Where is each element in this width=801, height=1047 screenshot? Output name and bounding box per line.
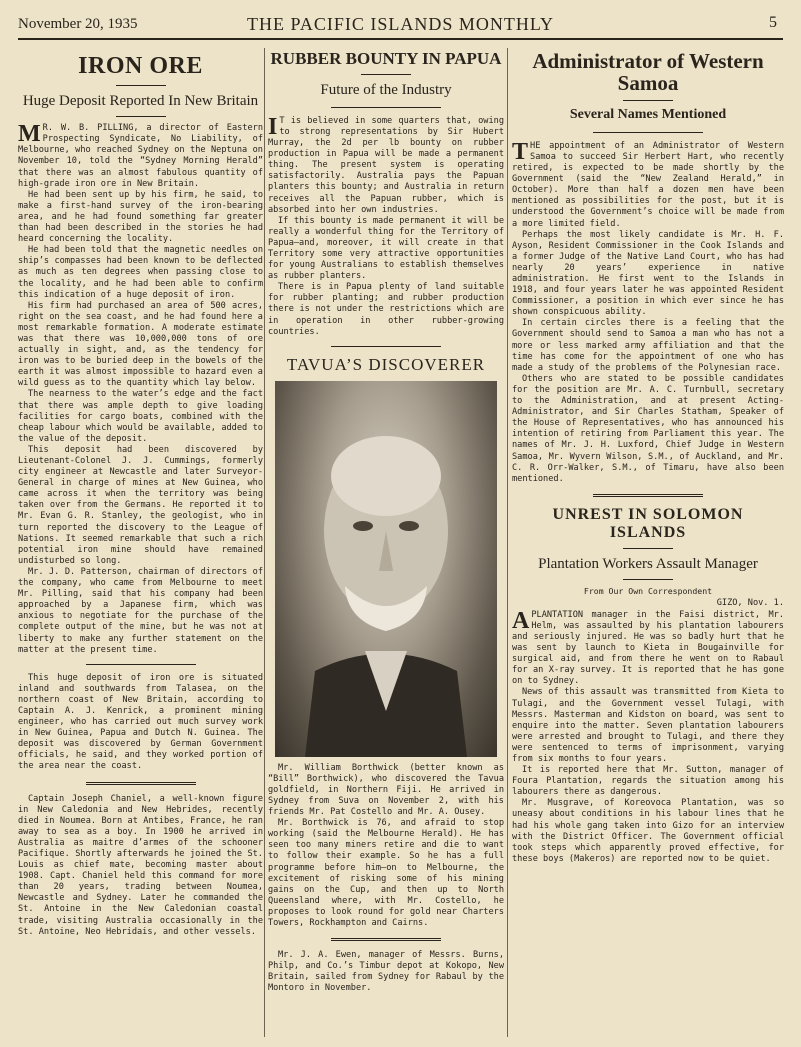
paragraph: This deposit had been discovered by Lieutenant-Colonel J. J. Cummings, formerly city engineer at Newcastle and later Surveyor-General in charge of mines at New Guinea, who came across it when the territory was being taken over from the Germans. He reported it to Mr. Evan G. R. Stanley, the geologist, who in turn reported the discovery to the League of Nations. It seemed remarkable that such a rich potential iron mine should have remained undisturbed so long. <box>18 444 263 566</box>
divider <box>331 107 441 108</box>
rubber-subheadline: Future of the Industry <box>320 81 452 98</box>
column-samoa <box>512 46 784 1041</box>
divider <box>623 548 673 549</box>
divider <box>623 579 673 580</box>
correspondent-credit: From Our Own Correspondent <box>583 585 713 596</box>
column-rule <box>507 48 508 1037</box>
paragraph: APLANTATION manager in the Faisi district, Mr. Helm, was assaulted by his plantation labourers and seriously injured. He was so badly hurt that he was sent by launch to Kieta in Bougainville for surgical aid, and from there he went on to Rabaul for an X-ray survey. It is reported that he has gone on to Sydney. <box>512 607 784 687</box>
paragraph: THE appointment of an Administrator of Western Samoa to succeed Sir Herbert Hart, who recently retired, is expected to be made shortly by the Government (said the “New Zealand Herald,” in October). More than half a dozen men have been mentioned as possibilities for the post, but it is understood the Government’s choice will be made from a more limited field. <box>512 138 784 229</box>
column-rubber <box>268 46 504 1041</box>
samoa-headline: Administrator of Western Samoa <box>532 49 764 96</box>
photo-caption: Mr. William Borthwick (better known as “Bill” Borthwick), who discovered the Tavua goldfield, in Northern Fiji. He arrived in Sydney from Suva on November 2, with his friends Mr. Pat Costello and Mr. A. Ousey. <box>268 762 504 818</box>
portrait-photo <box>275 381 497 757</box>
divider <box>331 938 441 941</box>
publication-title: THE PACIFIC ISLANDS MONTHLY <box>246 14 555 34</box>
divider <box>361 74 411 75</box>
issue-date: November 20, 1935 <box>18 16 138 32</box>
paragraph: Mr. Musgrave, of Koreovoca Plantation, was so uneasy about conditions in his labour lines that he had his whole gang taken into Gizo for an interview with the District Officer. The Government official took steps which apparently proved effective, for these boys (Makeros) are reported now to be quiet. <box>512 798 784 864</box>
paragraph: Captain Joseph Chaniel, a well-known figure in New Caledonia and New Hebrides, recently died in Noumea. Born at Antibes, France, he ran away to sea as a boy. In 1900 he arrived in Australia as maitre d’armes of the schooner Pacifique. Shortly afterwards he joined the St. Louis as chief mate, becoming master about 1908. Capt. Chaniel held this command for more than 20 years, trading between Noumea, Newcastle and Sydney. Later he commanded the St. Antoine in the New Caledonian coastal trade, visiting Australia occasionally in the St. Antoine, Neo Hebridais, and other vessels. <box>18 793 263 937</box>
divider <box>86 664 196 665</box>
page-number: 5 <box>769 14 777 31</box>
solomon-body <box>512 607 784 865</box>
masthead <box>18 10 783 40</box>
iron-ore-subheadline: Huge Deposit Reported In New Britain <box>22 93 259 110</box>
rubber-body <box>268 113 504 338</box>
samoa-body <box>512 138 784 485</box>
paragraph: Perhaps the most likely candidate is Mr. H. F. Ayson, Resident Commissioner in the Cook Islands and a former Judge of the Native Land Court, who has had nearly 20 years’ experience in native administration. He first went to the Islands in 1918, and four years later he was appointed Resident Commissioner, a position in which ever since he has shown conspicuous ability. <box>512 229 784 318</box>
paragraph: His firm had purchased an area of 500 acres, right on the sea coast, and he had found here a most remarkable formation. A moderate estimate was that there was 10,000,000 tons of ore actually in sight, and, as the tendency for iron was to be buried deep in the bowels of the earth it was almost impossible to hazard even a wild guess as to the quantity which lay below. <box>18 300 263 389</box>
chaniel-item <box>18 794 263 938</box>
tavua-body <box>268 763 504 929</box>
rubber-headline: RUBBER BOUNTY IN PAPUA <box>270 49 502 68</box>
samoa-subheadline: Several Names Mentioned <box>569 107 727 123</box>
solomon-headline: UNREST IN SOLOMON ISLANDS <box>552 505 744 541</box>
paragraph: There is in Papua plenty of land suitable for rubber planting; and rubber production there is not under the restrictions which are in operation in other rubber-growing countries. <box>268 282 504 337</box>
divider <box>593 132 703 133</box>
divider <box>116 116 166 117</box>
paragraph: In certain circles there is a feeling that the Government should send to Samoa a man who has not a more or less marked army affiliation and that the time has come for the appointment of one who has made a study of the problems of the Polynesian race. <box>512 318 784 373</box>
paragraph: News of this assault was transmitted from Kieta to Tulagi, and the Government vessel Tulagi, with Messrs. Masterman and Kidston on board, was sent to enquire into the matter. Seven plantation labourers were arrested and brought to Tulagi, and there they were sentenced to terms of imprisonment, varying from six months to four years. <box>512 687 784 765</box>
divider <box>623 100 673 101</box>
column-iron-ore <box>18 46 263 1041</box>
divider <box>593 494 703 497</box>
divider <box>331 346 441 347</box>
paragraph: He had been sent up by his firm, he said, to make a first-hand survey of the iron-bearing area, and he had found something far greater than had been described in the stories he had heard concerning the locality. <box>18 189 263 245</box>
ewen-item <box>268 950 504 994</box>
column-rule <box>264 48 265 1037</box>
divider <box>116 85 166 86</box>
paragraph: MR. W. B. PILLING, a director of Eastern Prospecting Syndicate, No Liability, of Melbourne, who reached Sydney on the Neptuna on November 10, told the “Sydney Morning Herald” that there was an almost fabulous quantity of high-grade iron ore in New Britain. <box>18 121 263 189</box>
paragraph: Others who are stated to be possible candidates for the position are Mr. A. C. Turnbull, secretary to the Administration, and at present Acting-Administrator, and Sir Charles Statham, Speaker of the House of Representatives, who has announced his intention of retiring from Parliament this year. The names of Mr. J. H. Luxford, Chief Judge in Western Samoa, Mr. Wyvern Wilson, S.M., of Auckland, and Mr. C. R. Orr-Walker, S.M., of Timaru, have also been mentioned. <box>512 373 784 484</box>
iron-ore-body <box>18 123 263 656</box>
paragraph: The nearness to the water’s edge and the fact that there was ample depth to give loading facilities for cargo boats, combined with the cheap labour which would be available, added to the value of the deposit. <box>18 389 263 444</box>
dateline: GIZO, Nov. 1. <box>716 597 784 608</box>
paragraph: Mr. J. A. Ewen, manager of Messrs. Burns, Philp, and Co.’s Timbur depot at Kokopo, New Britain, sailed from Sydney for Rabaul by the Montoro in November. <box>268 950 504 994</box>
iron-ore-headline: IRON ORE <box>78 53 203 79</box>
paragraph: He had been told that the magnetic needles on ship’s compasses had been known to be deflected as much as ten degrees when passing close to the locality, and he had been able to confirm this indication of a huge deposit of iron. <box>18 245 263 300</box>
portrait-illustration <box>275 381 497 757</box>
iron-ore-followup <box>18 673 263 773</box>
divider <box>86 782 196 785</box>
paragraph: This huge deposit of iron ore is situated inland and southwards from Talasea, on the northern coast of New Britain, according to Captain A. J. Kenrick, a prominent mining engineer, who has carried out much survey work in New Guinea, Papua and Dutch N. Guinea. The deposit was discovered by German Government officials, he said, and they worked portion of the area near the coast. <box>18 672 263 772</box>
paragraph: If this bounty is made permanent it will be really a wonderful thing for the Territory of Papua—and, moreover, it will create in that Territory some very attractive opportunities for young Australians to establish themselves as rubber planters. <box>268 215 504 282</box>
paragraph: It is reported here that Mr. Sutton, manager of Foura Plantation, regards the situation among his labourers there as dangerous. <box>512 765 784 798</box>
paragraph: Mr. Borthwick is 76, and afraid to stop working (said the Melbourne Herald). He has seen too many miners retire and die to want to follow their example. So he has a full programme before him—on to Melbourne, the excitement of risking some of his mining gains on the Cup, and then up to North Queensland where, with Mr. Costello, he proposes to look round for gold near Charters Towers, Rockhampton and Cairns. <box>268 818 504 929</box>
solomon-subheadline: Plantation Workers Assault Manager <box>538 555 758 572</box>
tavua-headline: TAVUA’S DISCOVERER <box>286 354 486 374</box>
paragraph: IT is believed in some quarters that, owing to strong representations by Sir Hubert Murray, the 2d per lb bounty on rubber production in Papua will be made a permanent thing. The present system is operating satisfactorily. Australia pays the Papuan planters this bounty; and Australia in return receives all the Papuan rubber, which is absorbed into her own industries. <box>268 113 504 215</box>
paragraph: Mr. J. D. Patterson, chairman of directors of the company, who came from Melbourne to meet Mr. Pilling, said that his company had been approached by a Japanese firm, which was anxious to negotiate for the purchase of the complete output of the mine, but he was not at liberty to make any further statement on the matter at the present time. <box>18 566 263 655</box>
